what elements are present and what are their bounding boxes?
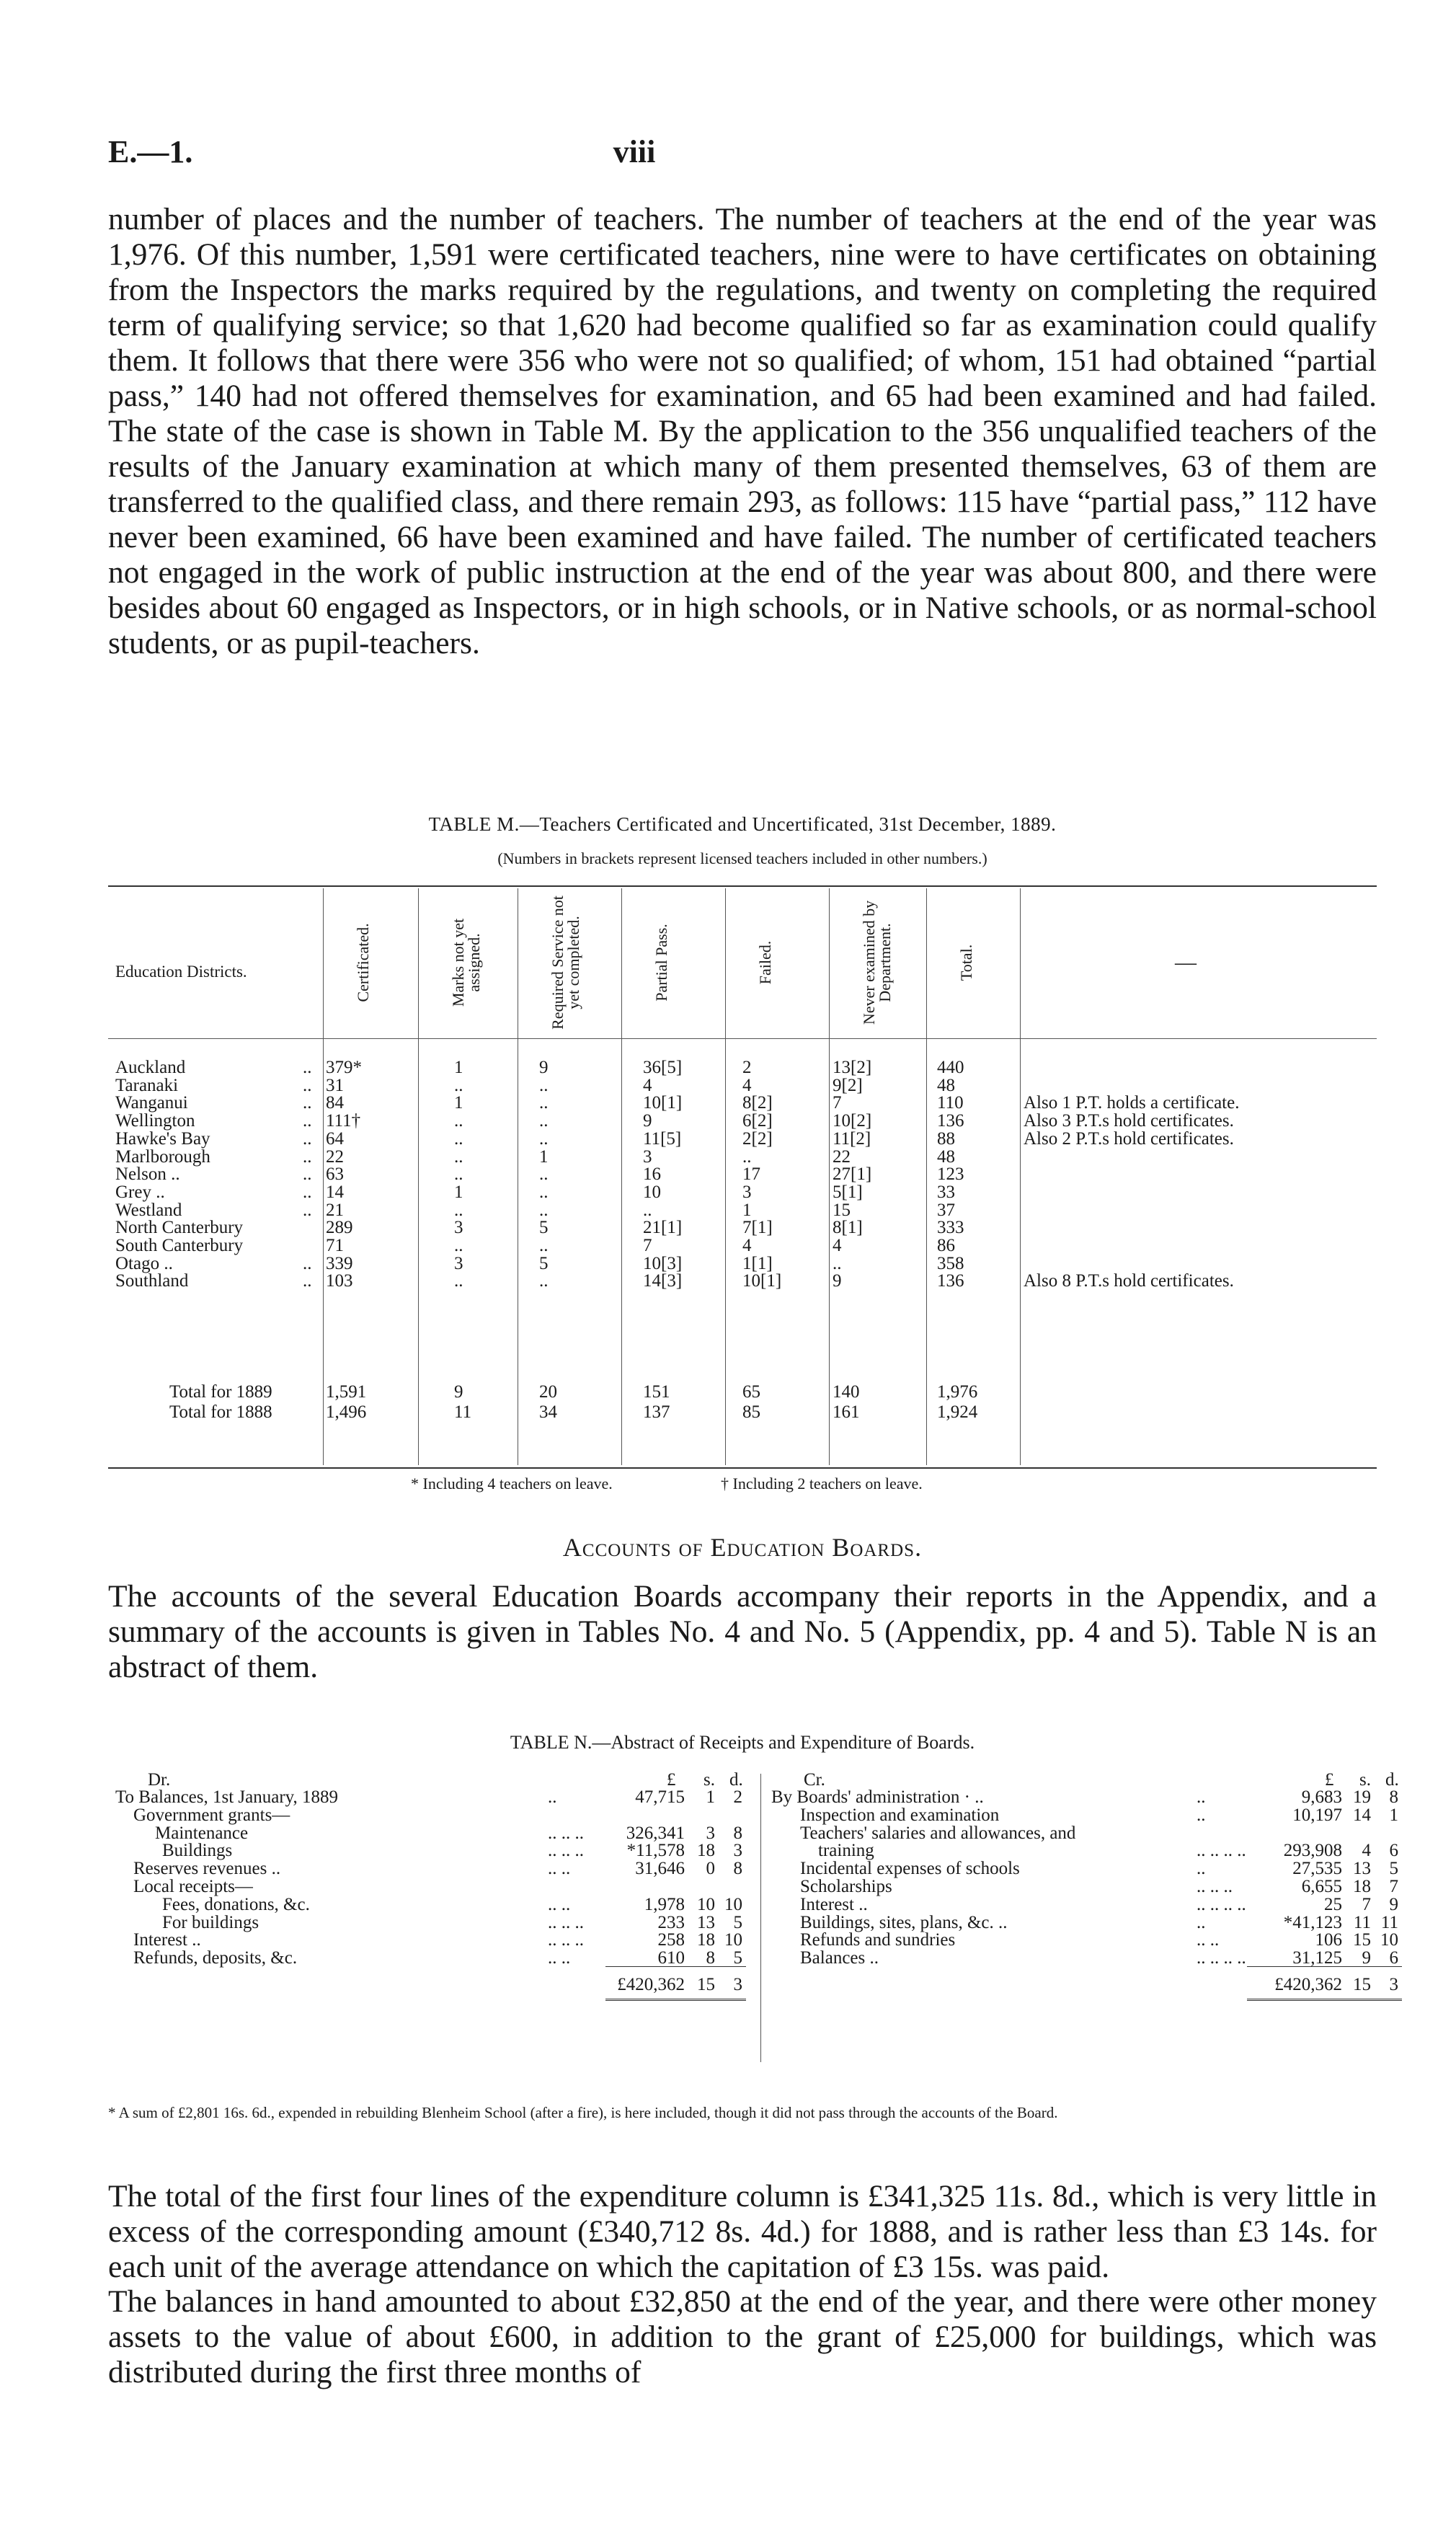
- total-pence: 3: [733, 1975, 742, 1994]
- cell-failed: 17: [742, 1164, 760, 1185]
- district-name: Southland: [115, 1271, 189, 1291]
- cell-total: 440: [937, 1058, 964, 1077]
- shillings-value: 9: [1362, 1948, 1371, 1968]
- cell-failed: 7[1]: [742, 1218, 773, 1238]
- expenditure-label: Incidental expenses of schools: [800, 1859, 1020, 1879]
- receipt-label: Refunds, deposits, &c.: [133, 1948, 298, 1968]
- shillings-value: 3: [706, 1823, 715, 1843]
- cell-total: 1,976: [937, 1382, 978, 1402]
- cell-never: 140: [833, 1382, 860, 1402]
- cell-total: 136: [937, 1111, 964, 1131]
- cell-req: 5: [539, 1253, 549, 1273]
- table-m-column-header: Marks not yet assigned.: [449, 918, 483, 1007]
- table-row: [108, 1219, 1377, 1237]
- cell-marks: 9: [454, 1382, 463, 1402]
- body-paragraph-4: The balances in hand amounted to about £32,850 at the end of the year, and there were other money assets to the value of about £600, in addition to the grant of £25,000 for buildings, which was distributed during the first three months of: [108, 2284, 1377, 2389]
- leader-dots: ..: [303, 1128, 312, 1149]
- pounds-value: 6,655: [1301, 1877, 1342, 1896]
- table-m-footnote-b: † Including 2 teachers on leave.: [721, 1474, 923, 1493]
- cell-failed: 4: [742, 1075, 752, 1095]
- pence-value: 8: [733, 1859, 742, 1879]
- shillings-value: 4: [1362, 1841, 1371, 1861]
- cell-total: 48: [937, 1146, 955, 1167]
- cell-req: 20: [539, 1382, 557, 1402]
- leader-dots: ..: [303, 1182, 312, 1202]
- leader-dots: ..: [303, 1075, 312, 1095]
- page-header: [108, 133, 1377, 177]
- cell-failed: ..: [742, 1146, 752, 1167]
- table-m-notes-header: —: [1175, 950, 1197, 974]
- cell-total: 333: [937, 1218, 964, 1238]
- cell-req: ..: [539, 1271, 549, 1291]
- cell-total: 136: [937, 1271, 964, 1291]
- pound-unit-header: £: [1325, 1770, 1334, 1790]
- district-name: Grey ..: [115, 1182, 165, 1202]
- pounds-value: 9,683: [1301, 1787, 1342, 1807]
- cell-cert: 1,496: [326, 1402, 367, 1422]
- table-m-column-header: Required Service not yet completed.: [549, 896, 582, 1030]
- sum-rule: [605, 1999, 746, 2001]
- table-m-column-header: Failed.: [756, 940, 774, 985]
- table-row: [108, 1058, 1377, 1076]
- leader-dots: .. .. .. ..: [1197, 1894, 1246, 1914]
- cell-req: ..: [539, 1200, 549, 1220]
- district-name: Westland: [115, 1200, 182, 1220]
- cell-partial: 36[5]: [643, 1058, 683, 1077]
- body-paragraph-2: The accounts of the several Education Boards accompany their reports in the Appendix, and a summary of the accounts is given in Tables No. 4 and No. 5 (Appendix, pp. 4 and 5). Table N is an abstract of them.: [108, 1579, 1377, 1684]
- cell-never: 9[2]: [833, 1075, 863, 1095]
- leader-dots: ..: [303, 1253, 312, 1273]
- table-row: [108, 1183, 1377, 1201]
- cell-cert: 1,591: [326, 1382, 367, 1402]
- pounds-value: 326,341: [626, 1823, 685, 1843]
- shillings-value: 0: [706, 1859, 715, 1879]
- cell-never: ..: [833, 1253, 842, 1273]
- cell-partial: 11[5]: [643, 1128, 682, 1149]
- total-pounds: £420,362: [1274, 1975, 1342, 1994]
- cell-req: ..: [539, 1182, 549, 1202]
- cell-total: 358: [937, 1253, 964, 1273]
- table-m-column-header: Partial Pass.: [652, 924, 670, 1002]
- cell-partial: 4: [643, 1075, 652, 1095]
- cell-cert: 64: [326, 1128, 344, 1149]
- district-name: Marlborough: [115, 1146, 210, 1167]
- cell-marks: ..: [454, 1128, 463, 1149]
- leader-dots: ..: [1197, 1912, 1206, 1932]
- leader-dots: ..: [303, 1271, 312, 1291]
- shillings-value: 18: [697, 1930, 715, 1950]
- pounds-value: 610: [657, 1948, 685, 1968]
- district-name: North Canterbury: [115, 1218, 244, 1238]
- district-name: Auckland: [115, 1058, 186, 1077]
- cell-failed: 65: [742, 1382, 760, 1402]
- cell-cert: 84: [326, 1093, 344, 1113]
- total-label: Total for 1888: [169, 1402, 272, 1422]
- pounds-value: 258: [657, 1930, 685, 1950]
- cell-total: 1,924: [937, 1402, 978, 1422]
- cell-total: 37: [937, 1200, 955, 1220]
- cell-partial: 151: [643, 1382, 670, 1402]
- cell-cert: 31: [326, 1075, 344, 1095]
- cell-partial: 10[1]: [643, 1093, 683, 1113]
- cell-partial: 7: [643, 1236, 652, 1255]
- row-note: Also 2 P.T.s hold certificates.: [1024, 1128, 1234, 1149]
- cell-req: 34: [539, 1402, 557, 1422]
- table-row: [108, 1076, 1377, 1095]
- body-paragraph-1: number of places and the number of teachers. The number of teachers at the end of the year was 1,976. Of this number, 1,591 were certificated teachers, nine were to have certificates on obtaining from the Inspectors the marks required by the regulations, and twenty on completing the required term of qualifying service; so that 1,620 had become qualified so far as examination could qualify them. It follows that there were 356 who were not so qualified; of whom, 151 had obtained “partial pass,” 140 had not offered themselves for examination, and 65 had been examined and had failed. The state of the case is shown in Table M. By the application to the 356 unqualified teachers of the results of the January examination at which many of them presented themselves, 63 of them are transferred to the qualified class, and there remain 293, as follows: 115 have “partial pass,” 112 have never been examined, 66 have been examined and have failed. The number of certificated teachers not engaged in the work of public instruction at the end of the year was about 800, and there were besides about 60 engaged as Inspectors, or in high schools, or in Native schools, or as normal-school students, or as pupil-teachers.: [108, 202, 1377, 660]
- district-name: Wanganui: [115, 1093, 188, 1113]
- leader-dots: ..: [1197, 1805, 1206, 1825]
- cell-req: 1: [539, 1146, 549, 1167]
- district-name: Nelson ..: [115, 1164, 180, 1185]
- expenditure-label: Balances ..: [800, 1948, 879, 1968]
- receipt-label: Buildings: [162, 1841, 233, 1861]
- cell-total: 86: [937, 1236, 955, 1255]
- cell-never: 22: [833, 1146, 851, 1167]
- cell-never: 10[2]: [833, 1111, 872, 1131]
- leader-dots: .. ..: [1197, 1930, 1220, 1950]
- cell-partial: 9: [643, 1111, 652, 1131]
- pence-value: 11: [1380, 1912, 1398, 1932]
- cell-failed: 6[2]: [742, 1111, 773, 1131]
- table-row: [108, 1112, 1377, 1130]
- pounds-value: 31,646: [635, 1859, 685, 1879]
- cell-cert: 339: [326, 1253, 353, 1273]
- shillings-value: 15: [1353, 1930, 1371, 1950]
- cell-req: ..: [539, 1128, 549, 1149]
- cell-cert: 14: [326, 1182, 344, 1202]
- expenditure-label: Buildings, sites, plans, &c. ..: [800, 1912, 1008, 1932]
- cell-req: ..: [539, 1164, 549, 1185]
- table-m-caption: TABLE M.—Teachers Certificated and Uncertificated, 31st December, 1889.: [428, 813, 1057, 835]
- cell-partial: 10: [643, 1182, 661, 1202]
- cell-partial: 10[3]: [643, 1253, 683, 1273]
- expenditure-label: Teachers' salaries and allowances, and: [800, 1823, 1076, 1843]
- expenditure-label: By Boards' administration · ..: [771, 1787, 984, 1807]
- cell-cert: 289: [326, 1218, 353, 1238]
- leader-dots: .. .. .. ..: [1197, 1841, 1246, 1861]
- shillings-value: 18: [1353, 1877, 1371, 1896]
- cell-partial: 16: [643, 1164, 661, 1185]
- pounds-value: 106: [1315, 1930, 1342, 1950]
- pounds-value: 27,535: [1292, 1859, 1342, 1879]
- receipt-label: Local receipts—: [133, 1877, 253, 1896]
- pence-value: 5: [733, 1948, 742, 1968]
- leader-dots: .. .. ..: [548, 1823, 584, 1843]
- cell-never: 7: [833, 1093, 842, 1113]
- pounds-value: 47,715: [635, 1787, 685, 1807]
- pence-value: 9: [1389, 1894, 1398, 1914]
- pence-value: 7: [1389, 1877, 1398, 1896]
- body-paragraph-3: The total of the first four lines of the expenditure column is £341,325 11s. 8d., which is very little in excess of the corresponding amount (£340,712 8s. 4d.) for 1888, and is rather less than £3 14s. for each unit of the average attendance on which the capitation of £3 15s. was paid.: [108, 2179, 1377, 2284]
- leader-dots: .. .. ..: [548, 1930, 584, 1950]
- cell-marks: ..: [454, 1200, 463, 1220]
- shillings-value: 19: [1353, 1787, 1371, 1807]
- cell-partial: 3: [643, 1146, 652, 1167]
- pence-value: 8: [1389, 1787, 1398, 1807]
- cell-failed: 2: [742, 1058, 752, 1077]
- cell-failed: 85: [742, 1402, 760, 1422]
- sum-rule: [1247, 1966, 1402, 1967]
- cell-marks: 1: [454, 1093, 463, 1113]
- total-pounds: £420,362: [617, 1975, 685, 1994]
- total-label: Total for 1889: [169, 1382, 272, 1402]
- sum-rule: [1247, 1999, 1402, 2001]
- pence-value: 5: [1389, 1859, 1398, 1879]
- document-code: E.—1.: [108, 134, 193, 169]
- table-row: [108, 1201, 1377, 1219]
- pounds-value: *41,123: [1283, 1912, 1342, 1932]
- cell-failed: 1: [742, 1200, 752, 1220]
- expenditure-label: Scholarships: [800, 1877, 892, 1896]
- cell-partial: 14[3]: [643, 1271, 683, 1291]
- cell-total: 110: [937, 1093, 964, 1113]
- cell-cert: 71: [326, 1236, 344, 1255]
- shillings-value: 1: [706, 1787, 715, 1807]
- receipt-label: Maintenance: [155, 1823, 249, 1843]
- leader-dots: ..: [303, 1093, 312, 1113]
- district-name: Taranaki: [115, 1075, 179, 1095]
- cell-cert: 111†: [326, 1111, 361, 1131]
- total-shillings: 15: [1353, 1975, 1371, 1994]
- cell-req: ..: [539, 1111, 549, 1131]
- pence-value: 1: [1389, 1805, 1398, 1825]
- district-name: Hawke's Bay: [115, 1128, 210, 1149]
- cell-cert: 103: [326, 1271, 353, 1291]
- table-n-divider: [760, 1774, 761, 2062]
- cell-total: 48: [937, 1075, 955, 1095]
- shilling-unit-header: s.: [1359, 1770, 1371, 1790]
- pence-value: 3: [733, 1841, 742, 1861]
- cr-label: Cr.: [804, 1770, 825, 1790]
- pence-value: 2: [733, 1787, 742, 1807]
- receipt-label: Government grants—: [133, 1805, 290, 1825]
- cell-req: ..: [539, 1093, 549, 1113]
- shillings-value: 7: [1362, 1894, 1371, 1914]
- table-row: [108, 1148, 1377, 1166]
- pounds-value: 25: [1324, 1894, 1342, 1914]
- shillings-value: 10: [697, 1894, 715, 1914]
- leader-dots: .. .. ..: [548, 1912, 584, 1932]
- expenditure-label: Inspection and examination: [800, 1805, 1000, 1825]
- leader-dots: ..: [1197, 1787, 1206, 1807]
- pence-value: 10: [1380, 1930, 1398, 1950]
- row-note: Also 1 P.T. holds a certificate.: [1024, 1093, 1240, 1113]
- pence-value: 5: [733, 1912, 742, 1932]
- cell-marks: ..: [454, 1075, 463, 1095]
- leader-dots: .. .. ..: [548, 1841, 584, 1861]
- leader-dots: .. .. .. ..: [1197, 1948, 1246, 1968]
- cell-marks: 3: [454, 1253, 463, 1273]
- shilling-unit-header: s.: [703, 1770, 715, 1790]
- table-m-column-header: Total.: [957, 944, 975, 981]
- pounds-value: *11,578: [626, 1841, 685, 1861]
- table-total-row: [108, 1403, 1377, 1421]
- pence-unit-header: d.: [729, 1770, 743, 1790]
- cell-total: 123: [937, 1164, 964, 1185]
- cell-cert: 63: [326, 1164, 344, 1185]
- table-total-row: [108, 1383, 1377, 1401]
- cell-marks: 3: [454, 1218, 463, 1238]
- cell-marks: 1: [454, 1058, 463, 1077]
- table-m-column-header: Never examined by Department.: [860, 900, 894, 1025]
- table-row: [108, 1165, 1377, 1183]
- receipt-label: Fees, donations, &c.: [162, 1894, 310, 1914]
- dr-label: Dr.: [148, 1770, 171, 1790]
- table-row: [108, 1272, 1377, 1290]
- table-m-subcaption: (Numbers in brackets represent licensed teachers included in other numbers.): [497, 849, 987, 867]
- cell-failed: 3: [742, 1182, 752, 1202]
- table-row: [108, 1255, 1377, 1273]
- district-name: Wellington: [115, 1111, 195, 1131]
- cell-req: ..: [539, 1075, 549, 1095]
- cell-never: 8[1]: [833, 1218, 863, 1238]
- sum-rule: [605, 1966, 746, 1967]
- cell-marks: 11: [454, 1402, 472, 1422]
- table-m-bottom-rule: [108, 1467, 1377, 1469]
- expenditure-label: training: [818, 1841, 874, 1861]
- expenditure-label: Interest ..: [800, 1894, 868, 1914]
- leader-dots: ..: [303, 1146, 312, 1167]
- pence-value: 6: [1389, 1948, 1398, 1968]
- cell-marks: ..: [454, 1146, 463, 1167]
- cell-never: 15: [833, 1200, 851, 1220]
- cell-never: 5[1]: [833, 1182, 863, 1202]
- district-name: South Canterbury: [115, 1236, 244, 1255]
- cell-marks: ..: [454, 1271, 463, 1291]
- leader-dots: ..: [1197, 1859, 1206, 1879]
- pounds-value: 293,908: [1283, 1841, 1342, 1861]
- cell-marks: ..: [454, 1236, 463, 1255]
- table-m-districts-header: Education Districts.: [115, 963, 247, 981]
- leader-dots: .. ..: [548, 1948, 571, 1968]
- cell-cert: 379*: [326, 1058, 362, 1077]
- leader-dots: .. ..: [548, 1859, 571, 1879]
- expenditure-label: Refunds and sundries: [800, 1930, 956, 1950]
- receipt-label: Reserves revenues ..: [133, 1859, 281, 1879]
- cell-never: 11[2]: [833, 1128, 871, 1149]
- cell-partial: ..: [643, 1200, 652, 1220]
- table-row: [108, 1130, 1377, 1148]
- cell-never: 4: [833, 1236, 842, 1255]
- leader-dots: .. ..: [548, 1894, 571, 1914]
- table-m-header-rule: [108, 1038, 1377, 1039]
- cell-failed: 1[1]: [742, 1253, 773, 1273]
- cell-total: 88: [937, 1128, 955, 1149]
- pounds-value: 10,197: [1292, 1805, 1342, 1825]
- pounds-value: 1,978: [644, 1894, 685, 1914]
- shillings-value: 13: [1353, 1859, 1371, 1879]
- receipt-label: Interest ..: [133, 1930, 201, 1950]
- cell-failed: 8[2]: [742, 1093, 773, 1113]
- leader-dots: ..: [303, 1164, 312, 1185]
- cell-marks: ..: [454, 1164, 463, 1185]
- shillings-value: 13: [697, 1912, 715, 1932]
- leader-dots: ..: [303, 1200, 312, 1220]
- shillings-value: 8: [706, 1948, 715, 1968]
- table-m-top-rule: [108, 885, 1377, 887]
- cell-total: 33: [937, 1182, 955, 1202]
- leader-dots: ..: [548, 1787, 557, 1807]
- receipt-label: To Balances, 1st January, 1889: [115, 1787, 339, 1807]
- row-note: Also 3 P.T.s hold certificates.: [1024, 1111, 1234, 1131]
- cell-req: 9: [539, 1058, 549, 1077]
- cell-req: ..: [539, 1236, 549, 1255]
- page-number: viii: [613, 134, 656, 169]
- table-row: [108, 1094, 1377, 1112]
- pound-unit-header: £: [667, 1770, 676, 1790]
- shillings-value: 18: [697, 1841, 715, 1861]
- receipt-label: For buildings: [162, 1912, 259, 1932]
- pence-value: 10: [724, 1930, 742, 1950]
- cell-req: 5: [539, 1218, 549, 1238]
- pence-unit-header: d.: [1385, 1770, 1399, 1790]
- cell-never: 27[1]: [833, 1164, 872, 1185]
- cell-never: 13[2]: [833, 1058, 872, 1077]
- row-note: Also 8 P.T.s hold certificates.: [1024, 1271, 1234, 1291]
- cell-failed: 2[2]: [742, 1128, 773, 1149]
- pounds-value: 233: [657, 1912, 685, 1932]
- table-row: [108, 1237, 1377, 1255]
- cell-partial: 21[1]: [643, 1218, 683, 1238]
- leader-dots: ..: [303, 1058, 312, 1077]
- cell-failed: 10[1]: [742, 1271, 782, 1291]
- pence-value: 10: [724, 1894, 742, 1914]
- leader-dots: ..: [303, 1111, 312, 1131]
- cell-cert: 22: [326, 1146, 344, 1167]
- total-shillings: 15: [697, 1975, 715, 1994]
- table-n-caption: TABLE N.—Abstract of Receipts and Expenditure of Boards.: [510, 1732, 975, 1753]
- shillings-value: 14: [1353, 1805, 1371, 1825]
- cell-never: 9: [833, 1271, 842, 1291]
- cell-never: 161: [833, 1402, 860, 1422]
- table-n-footnote: * A sum of £2,801 16s. 6d., expended in rebuilding Blenheim School (after a fire), is here included, though it did not pass through the accounts of the Board.: [108, 2104, 1058, 2121]
- section-heading-accounts: Accounts of Education Boards.: [562, 1533, 923, 1562]
- pence-value: 8: [733, 1823, 742, 1843]
- pounds-value: 31,125: [1292, 1948, 1342, 1968]
- cell-marks: ..: [454, 1111, 463, 1131]
- total-pence: 3: [1389, 1975, 1398, 1994]
- leader-dots: .. .. ..: [1197, 1877, 1233, 1896]
- cell-marks: 1: [454, 1182, 463, 1202]
- cell-cert: 21: [326, 1200, 344, 1220]
- cell-failed: 4: [742, 1236, 752, 1255]
- table-m-column-header: Certificated.: [354, 923, 372, 1002]
- shillings-value: 11: [1353, 1912, 1371, 1932]
- pence-value: 6: [1389, 1841, 1398, 1861]
- district-name: Otago ..: [115, 1253, 173, 1273]
- table-m-footnote-a: * Including 4 teachers on leave.: [411, 1474, 613, 1493]
- cell-partial: 137: [643, 1402, 670, 1422]
